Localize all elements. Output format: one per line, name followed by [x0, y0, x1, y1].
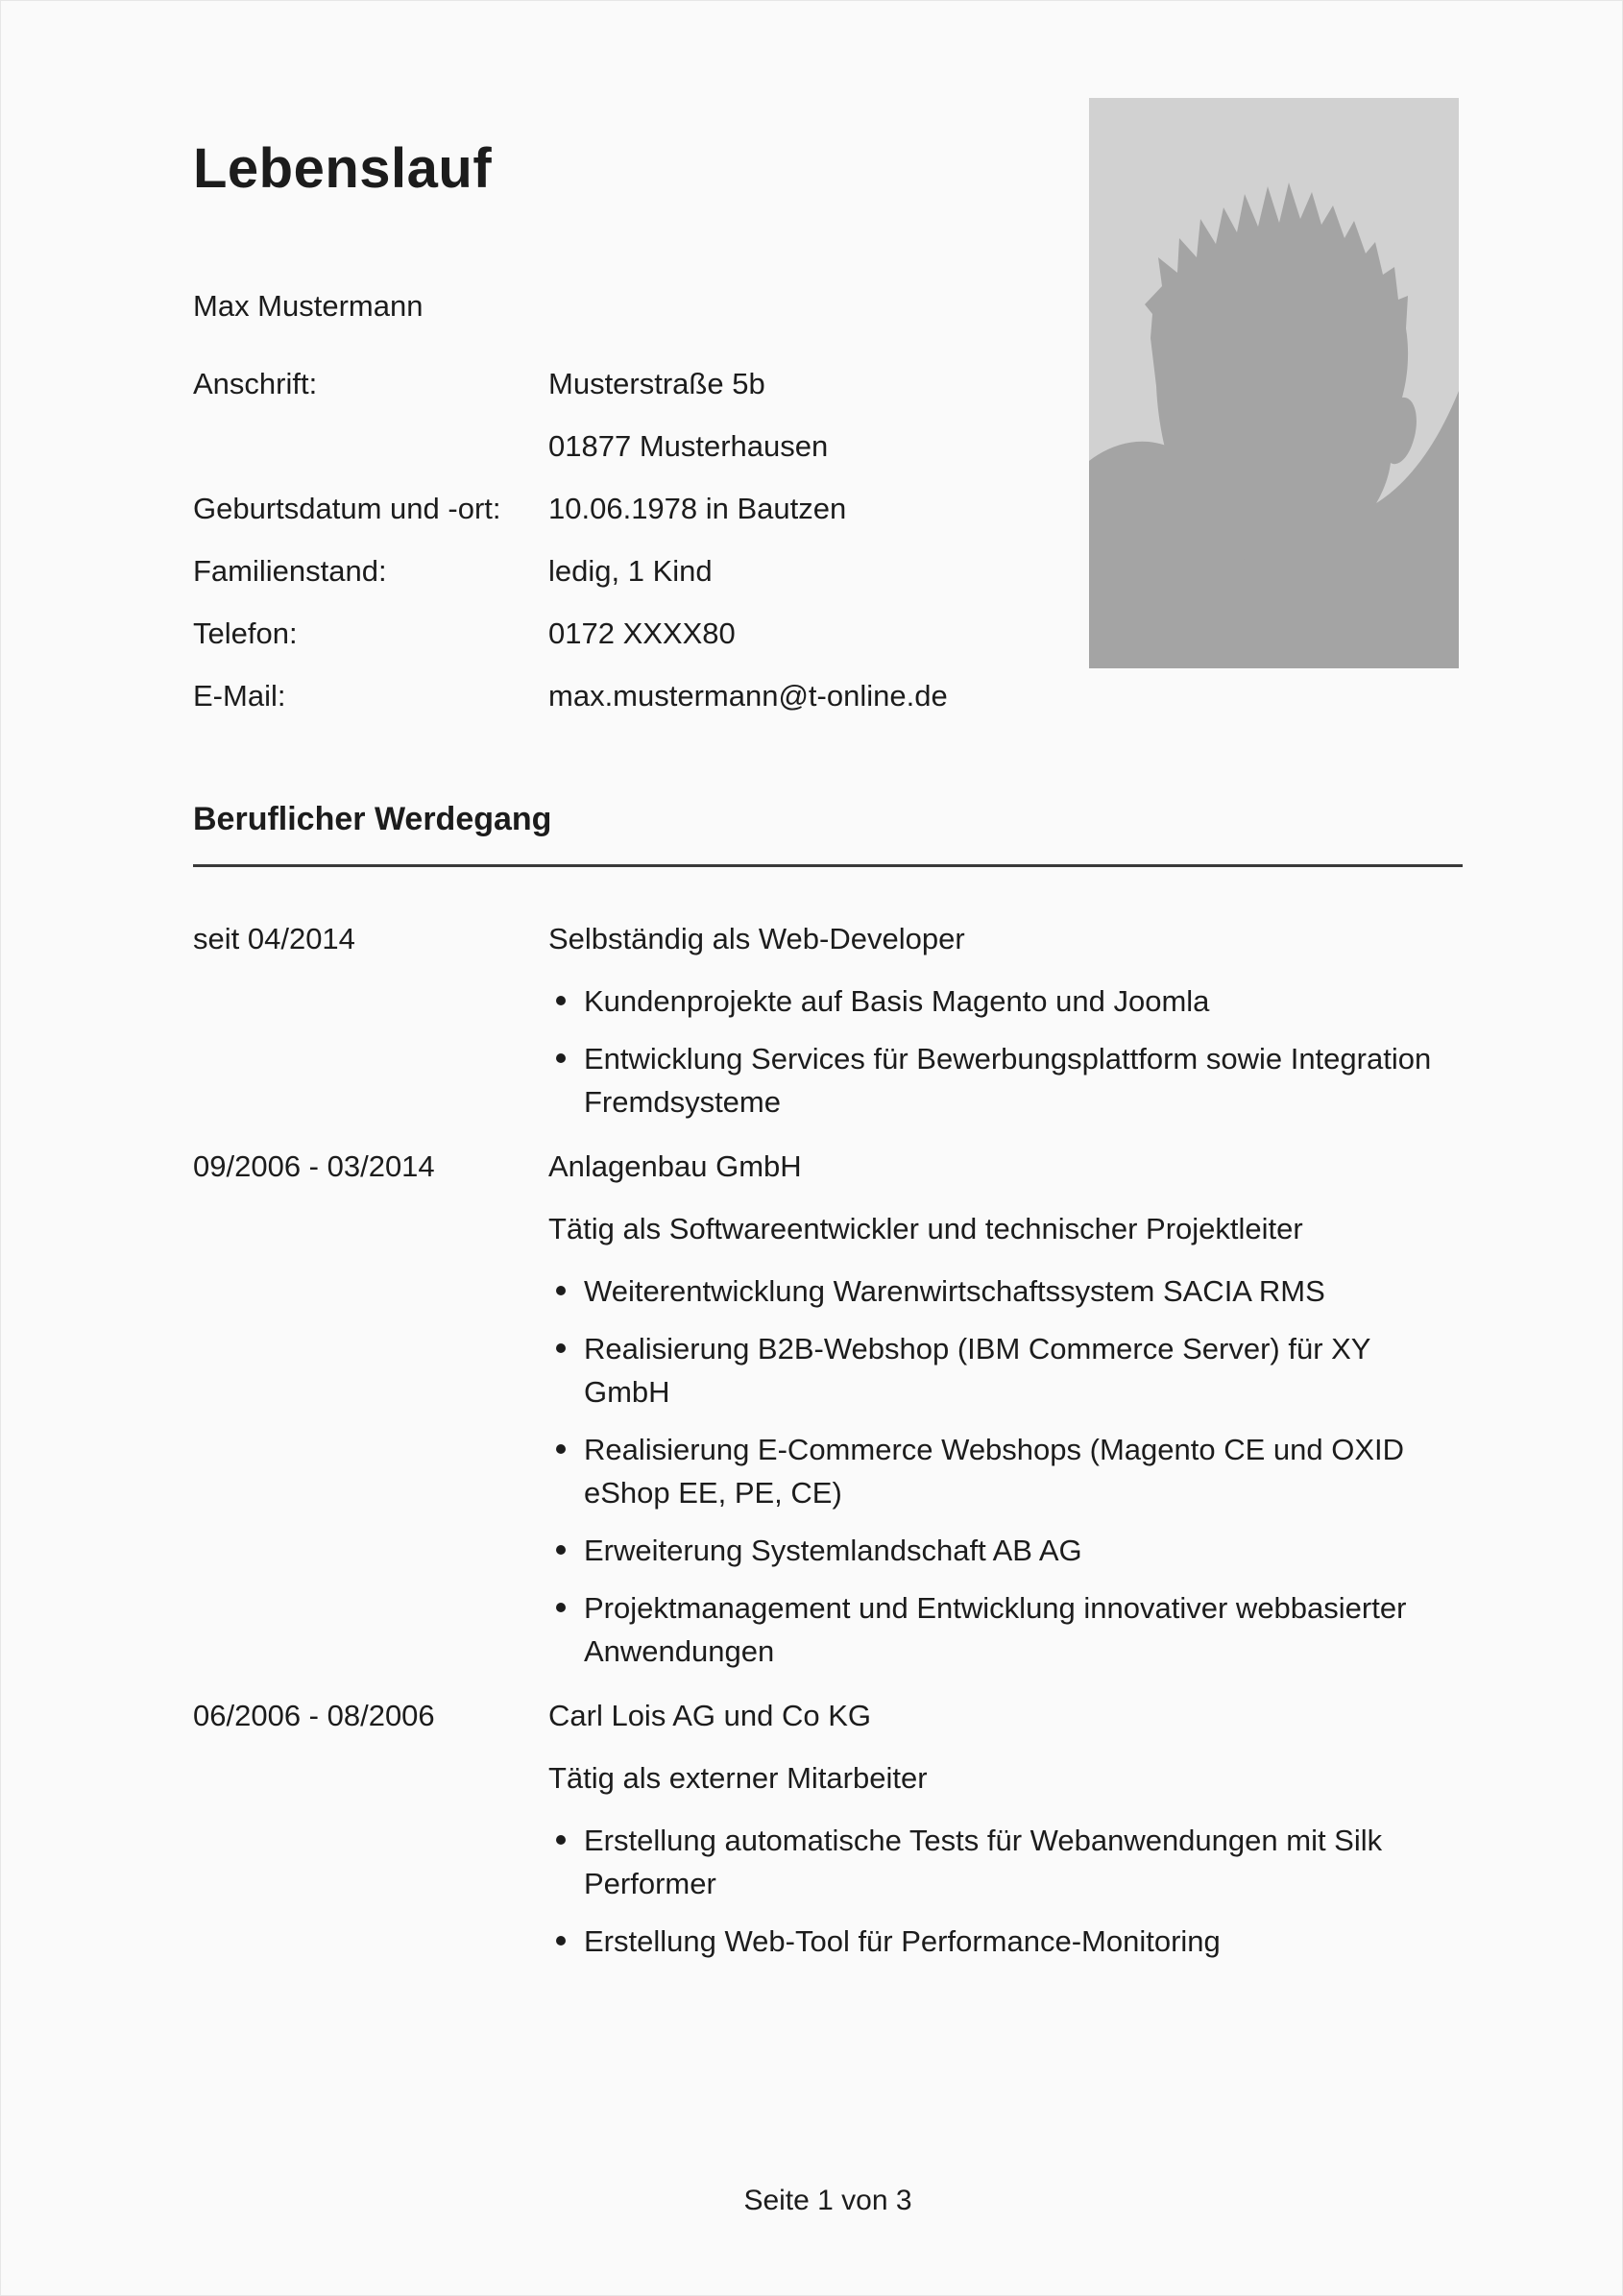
bullet-item: Erstellung Web-Tool für Performance-Monitoring [548, 1920, 1463, 1963]
contact-label: Telefon: [193, 616, 298, 650]
contact-label: Anschrift: [193, 366, 318, 400]
career-entry [193, 1694, 1463, 1963]
bullet-item: Projektmanagement und Entwicklung innovativer webbasierter Anwendungen [548, 1586, 1463, 1673]
page-number: Seite 1 von 3 [743, 2185, 912, 2216]
entry-title: Selbständig als Web-Developer [548, 921, 965, 955]
contact-label [193, 424, 548, 468]
entry-period: 06/2006 - 08/2006 [193, 1698, 435, 1732]
entry-bullet-list [548, 979, 1463, 1124]
section-heading-career: Beruflicher Werdegang [193, 800, 552, 837]
entry-subtitle: Tätig als Softwareentwickler und technischer Projektleiter [548, 1211, 1303, 1245]
entry-period: seit 04/2014 [193, 921, 355, 955]
contact-label: Geburtsdatum und -ort: [193, 491, 501, 525]
contact-label: E-Mail: [193, 678, 286, 713]
entry-bullet-list [548, 1269, 1463, 1673]
portrait-silhouette [1089, 98, 1459, 668]
entry-body [548, 1145, 1463, 1673]
page-title: Lebenslauf [193, 137, 493, 200]
entry-title: Anlagenbau GmbH [548, 1148, 802, 1183]
bullet-item: Erweiterung Systemlandschaft AB AG [548, 1529, 1463, 1572]
entry-subtitle: Tätig als externer Mitarbeiter [548, 1760, 928, 1795]
contact-value: ledig, 1 Kind [548, 553, 713, 588]
contact-value: max.mustermann@t-online.de [548, 678, 948, 713]
contact-value: Musterstraße 5b [548, 366, 765, 400]
person-name: Max Mustermann [193, 288, 424, 323]
contact-value: 0172 XXXX80 [548, 616, 736, 650]
entry-body [548, 1694, 1463, 1963]
contact-label: Familienstand: [193, 553, 387, 588]
section-divider [193, 864, 1463, 867]
bullet-item: Realisierung E-Commerce Webshops (Magento CE und OXID eShop EE, PE, CE) [548, 1428, 1463, 1514]
career-entry [193, 1145, 1463, 1673]
photo-placeholder [1089, 98, 1459, 668]
career-entry [193, 917, 1463, 1124]
entry-title: Carl Lois AG und Co KG [548, 1698, 871, 1732]
entry-period: 09/2006 - 03/2014 [193, 1148, 435, 1183]
bullet-item: Realisierung B2B-Webshop (IBM Commerce Server) für XY GmbH [548, 1327, 1463, 1414]
entry-bullet-list [548, 1819, 1463, 1963]
bullet-item: Erstellung automatische Tests für Webanwendungen mit Silk Performer [548, 1819, 1463, 1905]
bullet-item: Weiterentwicklung Warenwirtschaftssystem SACIA RMS [548, 1269, 1463, 1313]
contact-value: 01877 Musterhausen [548, 428, 829, 463]
bullet-item: Entwicklung Services für Bewerbungsplattform sowie Integration Fremdsysteme [548, 1037, 1463, 1124]
entry-body [548, 917, 1463, 1124]
contact-value: 10.06.1978 in Bautzen [548, 491, 847, 525]
bullet-item: Kundenprojekte auf Basis Magento und Joomla [548, 979, 1463, 1023]
career-entries [193, 917, 1463, 1963]
contact-row-email [193, 674, 1463, 717]
